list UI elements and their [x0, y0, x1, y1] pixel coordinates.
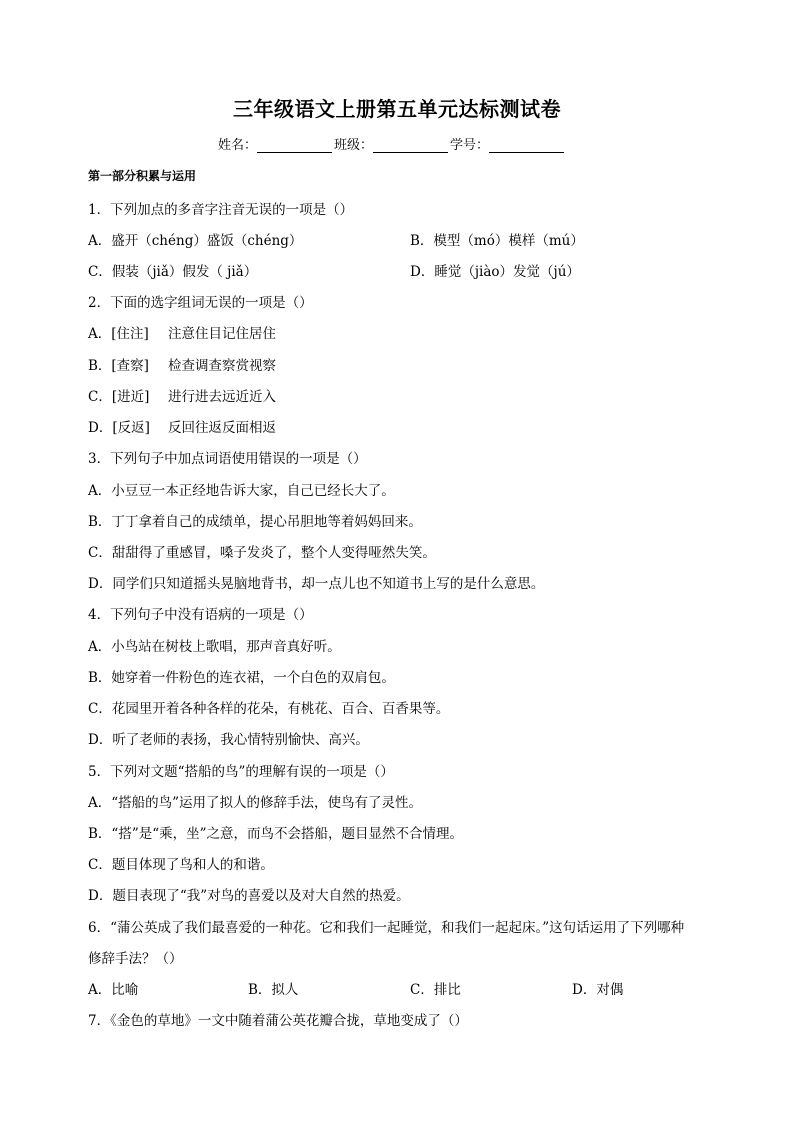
- q3-option-d: D．同学们只知道摇头晃脑地背书，却一点儿也不知道书上写的是什么意思。: [88, 576, 545, 592]
- class-label: 班级：: [334, 138, 374, 153]
- q4-option-a: A．小鸟站在树枝上歌唱，那声音真好听。: [88, 639, 341, 655]
- q1-stem: 1．下列加点的多音字注音无误的一项是（）: [88, 202, 354, 218]
- student-info-row: [218, 134, 566, 153]
- q3-stem: 3．下列句子中加点词语使用错误的一项是（）: [88, 451, 367, 467]
- q6-option-c: C．排比: [410, 982, 461, 998]
- q2-option-c-key: C．[进近]: [88, 389, 150, 405]
- q4-option-d: D．听了老师的表扬，我心情特别愉快、高兴。: [88, 732, 369, 748]
- q5-stem: 5．下列对文题“搭船的鸟”的理解有误的一项是（）: [88, 764, 394, 780]
- q1-option-d: D．睡觉（jiào）发觉（jú）: [410, 264, 580, 280]
- q1-option-b: B．模型（mó）模样（mú）: [410, 233, 584, 249]
- q5-option-a: A．“搭船的鸟”运用了拟人的修辞手法，使鸟有了灵性。: [88, 795, 423, 811]
- name-label: 姓名：: [218, 138, 258, 153]
- q2-option-d: [88, 416, 276, 436]
- q4-stem: 4．下列句子中没有语病的一项是（）: [88, 607, 313, 623]
- q4-option-b: B．她穿着一件粉色的连衣裙，一个白色的双肩包。: [88, 670, 395, 686]
- part-heading: 第一部分积累与运用: [88, 169, 197, 183]
- q2-option-c-words: 进行进去远近近入: [168, 389, 276, 405]
- q6-stem-line2: 修辞手法？（）: [88, 951, 183, 967]
- class-blank[interactable]: [373, 138, 448, 153]
- q5-option-b: B．“搭”是“乘，坐”之意，而鸟不会搭船，题目显然不合情理。: [88, 826, 464, 842]
- q2-option-c: [88, 385, 276, 405]
- q2-option-b: [88, 354, 276, 374]
- q2-option-b-words: 检查调查察赏视察: [168, 358, 276, 374]
- q7-stem: 7．《金色的草地》一文中随着蒲公英花瓣合拢，草地变成了（）: [88, 1013, 468, 1029]
- id-label: 学号：: [450, 138, 490, 153]
- page-title: 三年级语文上册第五单元达标测试卷: [233, 97, 561, 121]
- q2-option-a-key: A．[住注]: [88, 326, 149, 342]
- q3-option-c: C．甜甜得了重感冒，嗓子发炎了，整个人变得哑然失笑。: [88, 545, 436, 561]
- q2-option-b-key: B．[查察]: [88, 358, 149, 374]
- q1-option-c: C．假装（jiǎ）假发（ jiǎ）: [88, 264, 258, 280]
- name-blank[interactable]: [257, 138, 332, 153]
- q6-option-a: A．比喻: [88, 982, 139, 998]
- q6-option-b: B．拟人: [248, 982, 299, 998]
- id-blank[interactable]: [489, 138, 564, 153]
- q6-stem-line1: 6．“蒲公英成了我们最喜爱的一种花。它和我们一起睡觉，和我们一起起床。”这句话运用了下列哪种: [88, 920, 685, 936]
- q6-option-d: D．对偶: [572, 982, 624, 998]
- q3-option-a: A．小豆豆一本正经地告诉大家，自己已经长大了。: [88, 483, 395, 499]
- q2-option-a: [88, 322, 276, 342]
- q5-option-d: D．题目表现了“我”对鸟的喜爱以及对大自然的热爱。: [88, 888, 410, 904]
- q3-option-b: B．丁丁拿着自己的成绩单，提心吊胆地等着妈妈回来。: [88, 514, 422, 530]
- q1-option-a: A．盛开（chéng）盛饭（chéng）: [88, 233, 303, 249]
- q5-option-c: C．题目体现了鸟和人的和谐。: [88, 857, 274, 873]
- q2-option-d-key: D．[反返]: [88, 420, 150, 436]
- q4-option-c: C．花园里开着各种各样的花朵，有桃花、百合、百香果等。: [88, 701, 450, 717]
- q2-option-d-words: 反回往返反面相返: [168, 420, 276, 436]
- q2-stem: 2．下面的选字组词无误的一项是（）: [88, 295, 313, 311]
- q2-option-a-words: 注意住目记住居住: [168, 326, 276, 342]
